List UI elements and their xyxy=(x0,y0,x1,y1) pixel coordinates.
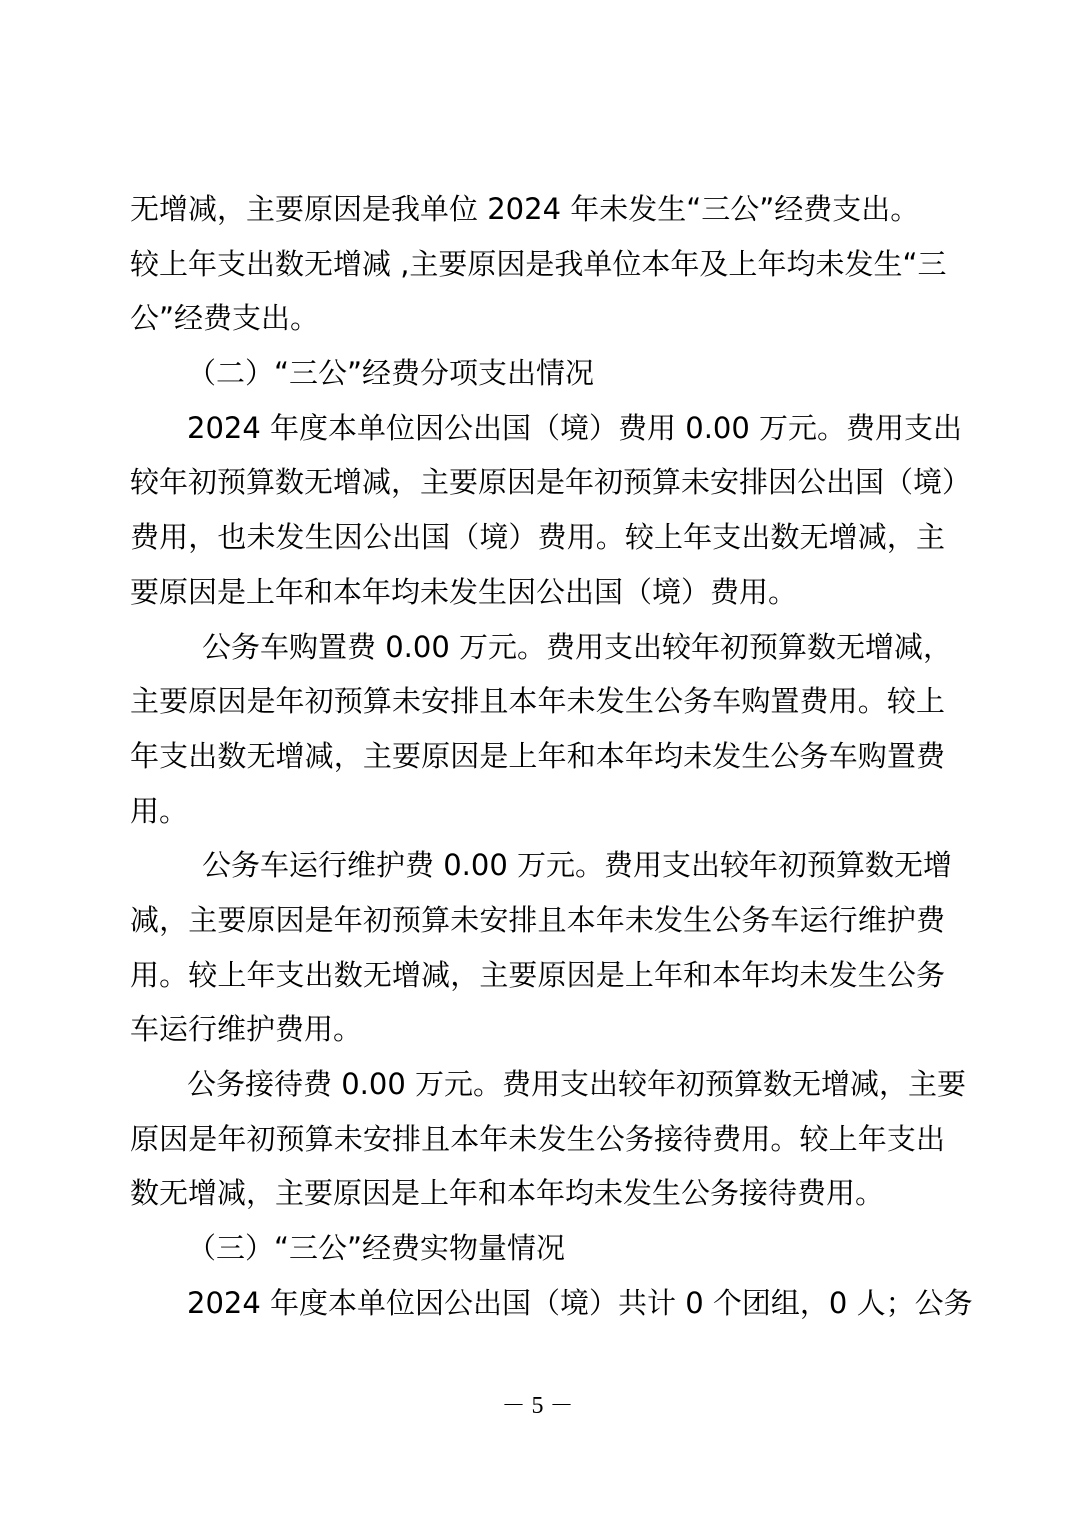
text-line: 公务接待费 0.00 万元。费用支出较年初预算数无增减，主要 xyxy=(187,1067,967,1101)
text-line: 要原因是上年和本年均未发生因公出国（境）费用。 xyxy=(130,574,798,609)
text-line: 原因是年初预算未安排且本年未发生公务接待费用。较上年支出 xyxy=(130,1121,945,1156)
text-line: 用。 xyxy=(130,793,189,828)
text-line: 费用，也未发生因公出国（境）费用。较上年支出数无增减，主 xyxy=(130,520,945,555)
text-line: 减，主要原因是年初预算未安排且本年未发生公务车运行维护费 xyxy=(130,902,945,937)
text-line: 较上年支出数无增减 ,主要原因是我单位本年及上年均未发生“三 xyxy=(130,246,947,281)
text-line: 车运行维护费用。 xyxy=(130,1012,363,1047)
text-line: 公务车购置费 0.00 万元。费用支出较年初预算数无增减， xyxy=(202,629,953,664)
text-line: 无增减，主要原因是我单位 2024 年未发生“三公”经费支出。 xyxy=(130,192,920,226)
page-number: － 5 － xyxy=(501,1393,574,1419)
text-line: 数无增减，主要原因是上年和本年均未发生公务接待费用。 xyxy=(130,1176,885,1211)
text-line: 公务车运行维护费 0.00 万元。费用支出较年初预算数无增 xyxy=(202,848,953,883)
section-heading: （二）“三公”经费分项支出情况 xyxy=(187,356,595,391)
text-line: 年支出数无增减，主要原因是上年和本年均未发生公务车购置费 xyxy=(130,738,945,773)
text-line: 用。较上年支出数无增减，主要原因是上年和本年均未发生公务 xyxy=(130,957,945,992)
text-line: 2024 年度本单位因公出国（境）费用 0.00 万元。费用支出 xyxy=(187,410,963,445)
text-line: 主要原因是年初预算未安排且本年未发生公务车购置费用。较上 xyxy=(130,684,945,719)
text-line: 2024 年度本单位因公出国（境）共计 0 个团组，0 人；公务 xyxy=(187,1285,973,1320)
text-line: 公”经费支出。 xyxy=(130,301,320,336)
document-body xyxy=(130,182,973,1330)
text-line: 较年初预算数无增减，主要原因是年初预算未安排因公出国（境） xyxy=(130,465,972,500)
section-heading: （三）“三公”经费实物量情况 xyxy=(187,1231,566,1266)
